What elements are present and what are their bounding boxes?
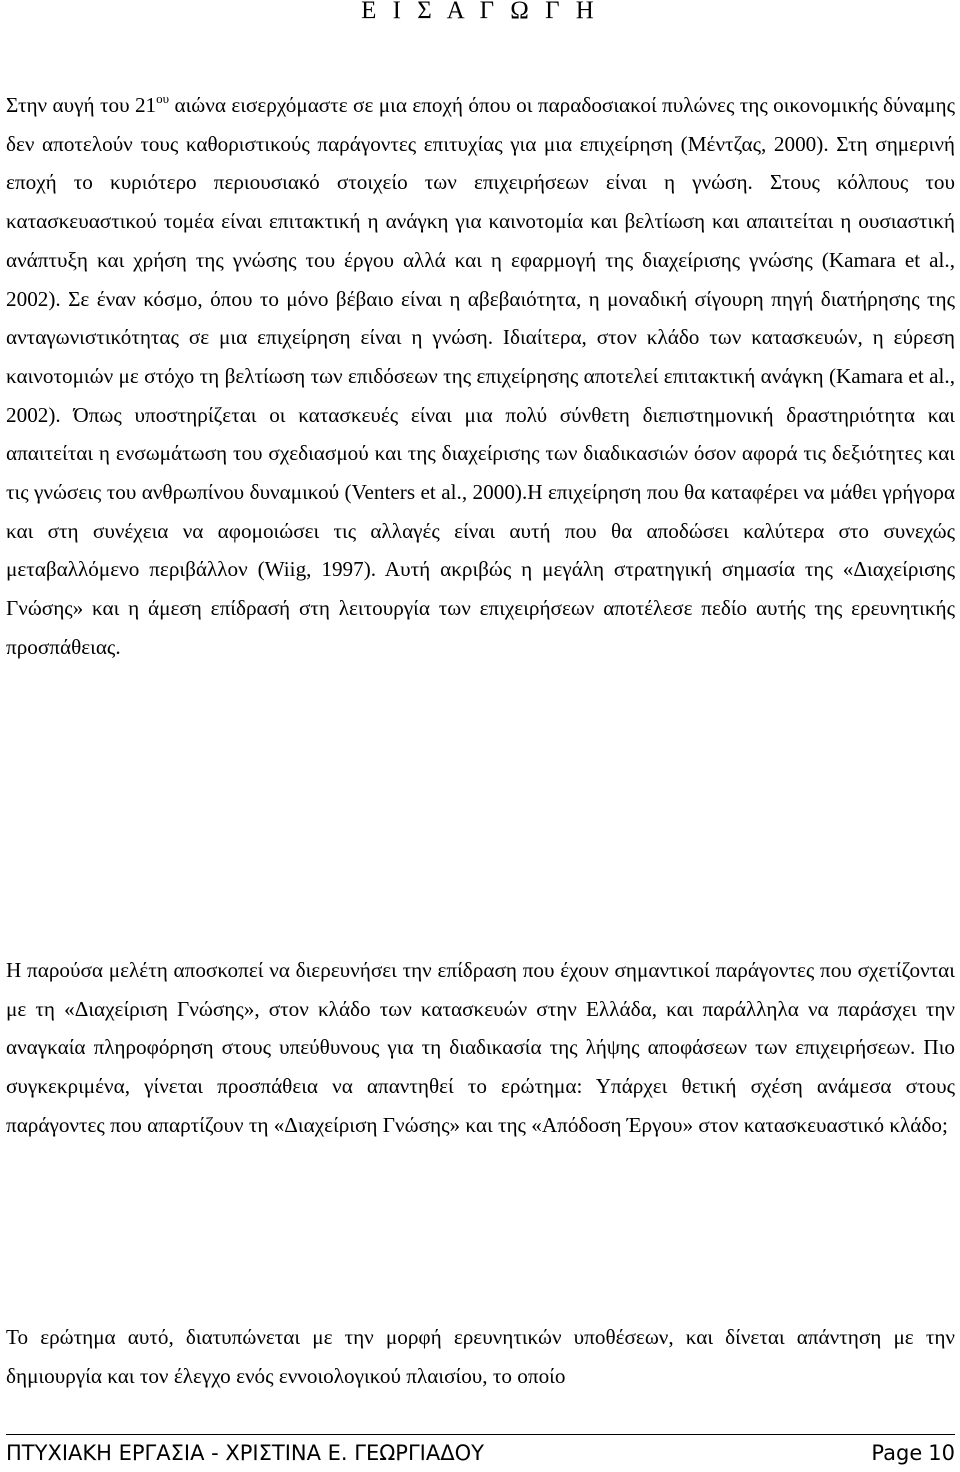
- page-heading: Ε Ι Σ Α Γ Ω Γ Η: [361, 0, 599, 24]
- ordinal-superscript: ου: [156, 91, 170, 106]
- paragraph-study-aim: Η παρούσα μελέτη αποσκοπεί να διερευνήσει την επίδραση που έχουν σημαντικοί παράγοντες που σχετίζονται με τη «Διαχείριση Γνώσης», στον κλάδο των κατασκευών στην Ελλάδα, και παράλληλα να παράσχει την αναγκαία πληροφόρηση στους υπεύθυνους για τη διαδικασία της λήψης αποφάσεων των επιχειρήσεων. Πιο συγκεκριμένα, γίνεται προσπάθεια να απαντηθεί το ερώτημα: Υπάρχει θετική σχέση ανάμεσα στους παράγοντες που απαρτίζουν τη «Διαχείριση Γνώσης» και της «Απόδοση Έργου» στον κατασκευαστικό κλάδο;: [6, 958, 955, 1137]
- page-number-block: [871, 1438, 955, 1468]
- footer-divider: [6, 1434, 955, 1435]
- paragraph-research-question: Το ερώτημα αυτό, διατυπώνεται με την μορφή ερευνητικών υποθέσεων, και δίνεται απάντηση με την δημιουργία και τον έλεγχο ενός εννοιολογικού πλαισίου, το οποίο: [6, 1325, 955, 1388]
- page-label: Page: [871, 1441, 923, 1465]
- paragraph-rest: αιώνα εισερχόμαστε σε μια εποχή όπου οι παραδοσιακοί πυλώνες της οικονομικής δύναμης δεν αποτελούν τους καθοριστικούς παράγοντες επιτυχίας για μια επιχείρηση (Μέντζας, 2000). Στη σημερινή εποχή το κυριότερο περιουσιακό στοιχείο των επιχειρήσεων είναι η γνώση. Στους κόλπους του κατασκευαστικού τομέα είναι επιτακτική η ανάγκη για καινοτομία και βελτίωση και απαιτείται η ουσιαστική ανάπτυξη και χρήση της γνώσης του έργου αλλά και η εφαρμογή της διαχείρισης γνώσης (Kamara et al., 2002). Σε έναν κόσμο, όπου το μόνο βέβαιο είναι η αβεβαιότητα, η μοναδική σίγουρη πηγή διατήρησης της ανταγωνιστικότητας σε μια επιχείρηση είναι η γνώση. Ιδιαίτερα, στον κλάδο των κατασκευών, η εύρεση καινοτομιών με στόχο τη βελτίωση των επιδόσεων της επιχείρησης αποτελεί επιτακτική ανάγκη (Kamara et al., 2002). Όπως υποστηρίζεται οι κατασκευές είναι μια πολύ σύνθετη διεπιστημονική δραστηριότητα και απαιτείται η ενσωμάτωση του σχεδιασμού και της διαχείρισης των διαδικασιών όσον αφορά τις δεξιότητες και τις γνώσεις του ανθρωπίνου δυναμικού (Venters et al., 2000).Η επιχείρηση που θα καταφέρει να μάθει γρήγορα και στη συνέχεια να αφομοιώσει τις αλλαγές είναι αυτή που θα αποδώσει καλύτερα στο συνεχώς μεταβαλλόμενο περιβάλλον (Wiig, 1997). Αυτή ακριβώς η μεγάλη στρατηγική σημασία της «Διαχείρισης Γνώσης» και η άμεση επίδρασή στη λειτουργία των επιχειρήσεων αποτέλεσε πεδίο αυτής της ερευνητικής προσπάθειας.: [6, 93, 955, 659]
- paragraph-introduction: [6, 86, 955, 667]
- paragraph-start: Στην αυγή του 21: [6, 93, 157, 117]
- page-number: 10: [928, 1441, 955, 1465]
- footer-title: ΠΤΥΧΙΑΚΗ ΕΡΓΑΣΙΑ - ΧΡΙΣΤΙΝΑ Ε. ΓΕΩΡΓΙΑΔΟΥ: [6, 1441, 484, 1465]
- page-footer: [6, 1438, 955, 1468]
